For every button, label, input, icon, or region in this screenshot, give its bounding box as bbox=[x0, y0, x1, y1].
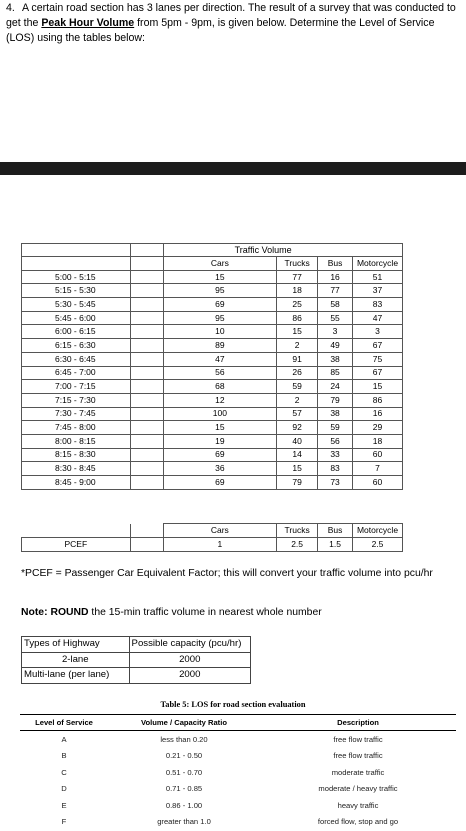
capacity-value: 2000 bbox=[129, 652, 250, 668]
los-header-level: Level of Service bbox=[35, 718, 93, 727]
round-note-emphasis: ROUND bbox=[50, 607, 89, 618]
table-row bbox=[22, 352, 403, 366]
bus-cell: 73 bbox=[318, 476, 353, 490]
bus-cell: 56 bbox=[318, 434, 353, 448]
motorcycle-cell: 83 bbox=[353, 298, 403, 312]
trucks-cell: 57 bbox=[277, 407, 318, 421]
los-row bbox=[20, 814, 456, 831]
cars-cell: 69 bbox=[163, 448, 277, 462]
motorcycle-cell: 7 bbox=[353, 462, 403, 476]
bus-cell: 38 bbox=[318, 352, 353, 366]
trucks-cell: 79 bbox=[277, 476, 318, 490]
ratio-cell: 0.21 - 0.50 bbox=[165, 751, 203, 761]
pcef-value-trucks: 2.5 bbox=[277, 538, 318, 552]
ratio-cell: 0.51 - 0.70 bbox=[165, 767, 203, 777]
bus-cell: 59 bbox=[318, 421, 353, 435]
cars-cell: 56 bbox=[163, 366, 277, 380]
empty-cell bbox=[130, 434, 163, 448]
trucks-cell: 2 bbox=[277, 339, 318, 353]
empty-cell bbox=[130, 380, 163, 394]
table-row bbox=[22, 298, 403, 312]
motorcycle-cell: 75 bbox=[353, 352, 403, 366]
time-cell: 8:00 - 8:15 bbox=[22, 434, 131, 448]
capacity-header-type: Types of Highway bbox=[22, 637, 130, 653]
trucks-cell: 14 bbox=[277, 448, 318, 462]
motorcycle-cell: 29 bbox=[353, 421, 403, 435]
round-note bbox=[21, 606, 461, 620]
table-row bbox=[22, 448, 403, 462]
table-row bbox=[22, 366, 403, 380]
bus-cell: 38 bbox=[318, 407, 353, 421]
separator-bar bbox=[0, 162, 466, 175]
motorcycle-cell: 51 bbox=[353, 270, 403, 284]
traffic-title-row bbox=[22, 244, 403, 257]
table-row bbox=[22, 284, 403, 298]
empty-cell bbox=[130, 339, 163, 353]
traffic-rows bbox=[22, 270, 403, 489]
trucks-cell: 77 bbox=[277, 270, 318, 284]
round-note-suffix: the 15-min traffic volume in nearest whole number bbox=[88, 607, 322, 618]
cars-cell: 89 bbox=[163, 339, 277, 353]
cars-cell: 69 bbox=[163, 476, 277, 490]
cars-cell: 47 bbox=[163, 352, 277, 366]
description-cell: forced flow, stop and go bbox=[317, 817, 399, 827]
pcef-col-cars: Cars bbox=[163, 524, 277, 538]
empty-cell bbox=[130, 311, 163, 325]
motorcycle-cell: 86 bbox=[353, 393, 403, 407]
los-row bbox=[20, 748, 456, 765]
ratio-cell: less than 0.20 bbox=[160, 734, 208, 744]
time-cell: 5:00 - 5:15 bbox=[22, 270, 131, 284]
level-cell: C bbox=[61, 767, 67, 777]
empty-cell bbox=[130, 352, 163, 366]
pcef-table bbox=[21, 523, 403, 552]
motorcycle-cell: 60 bbox=[353, 448, 403, 462]
table-row bbox=[22, 393, 403, 407]
los-header-description: Description bbox=[337, 718, 379, 727]
los-rows bbox=[20, 731, 456, 831]
traffic-volume-title: Traffic Volume bbox=[163, 244, 402, 257]
pcef-label: PCEF bbox=[22, 538, 131, 552]
description-cell: moderate / heavy traffic bbox=[318, 784, 398, 794]
los-row bbox=[20, 731, 456, 748]
time-cell: 7:00 - 7:15 bbox=[22, 380, 131, 394]
capacity-value: 2000 bbox=[129, 668, 250, 684]
table-row bbox=[22, 434, 403, 448]
pcef-col-motorcycle: Motorcycle bbox=[353, 524, 403, 538]
table-row bbox=[22, 380, 403, 394]
capacity-type: Multi-lane (per lane) bbox=[22, 668, 130, 684]
pcef-value-row bbox=[22, 538, 403, 552]
time-cell: 8:45 - 9:00 bbox=[22, 476, 131, 490]
capacity-type: 2-lane bbox=[22, 652, 130, 668]
time-cell: 6:00 - 6:15 bbox=[22, 325, 131, 339]
trucks-cell: 91 bbox=[277, 352, 318, 366]
capacity-header-row bbox=[22, 637, 251, 653]
empty-cell bbox=[130, 366, 163, 380]
motorcycle-cell: 16 bbox=[353, 407, 403, 421]
ratio-cell: 0.86 - 1.00 bbox=[165, 800, 203, 810]
motorcycle-cell: 15 bbox=[353, 380, 403, 394]
table-row bbox=[22, 270, 403, 284]
empty-cell bbox=[130, 407, 163, 421]
table-row bbox=[22, 476, 403, 490]
trucks-cell: 15 bbox=[277, 325, 318, 339]
bus-cell: 55 bbox=[318, 311, 353, 325]
cars-cell: 10 bbox=[163, 325, 277, 339]
round-note-prefix: Note: bbox=[21, 607, 51, 618]
table-row bbox=[22, 311, 403, 325]
motorcycle-cell: 47 bbox=[353, 311, 403, 325]
question-number: 4. bbox=[6, 2, 15, 14]
capacity-row bbox=[22, 652, 251, 668]
level-cell: D bbox=[61, 784, 67, 794]
motorcycle-cell: 3 bbox=[353, 325, 403, 339]
motorcycle-cell: 18 bbox=[353, 434, 403, 448]
los-table bbox=[20, 714, 456, 830]
pcef-value-motorcycle: 2.5 bbox=[353, 538, 403, 552]
trucks-cell: 86 bbox=[277, 311, 318, 325]
time-cell: 6:30 - 6:45 bbox=[22, 352, 131, 366]
empty-cell bbox=[130, 325, 163, 339]
bus-cell: 49 bbox=[318, 339, 353, 353]
table-row bbox=[22, 407, 403, 421]
capacity-header-capacity: Possible capacity (pcu/hr) bbox=[129, 637, 250, 653]
col-header-motorcycle: Motorcycle bbox=[353, 257, 403, 271]
capacity-row bbox=[22, 668, 251, 684]
bus-cell: 24 bbox=[318, 380, 353, 394]
question-text-after: from 5pm - 9pm, is given below. Determine the Level of Service (LOS) using the tables below: bbox=[6, 17, 435, 44]
time-cell: 5:45 - 6:00 bbox=[22, 311, 131, 325]
trucks-cell: 92 bbox=[277, 421, 318, 435]
cars-cell: 36 bbox=[163, 462, 277, 476]
col-header-cars: Cars bbox=[163, 257, 277, 271]
peak-hour-volume-emphasis: Peak Hour Volume bbox=[41, 17, 135, 29]
time-cell: 5:15 - 5:30 bbox=[22, 284, 131, 298]
empty-cell bbox=[130, 284, 163, 298]
capacity-table bbox=[21, 636, 251, 684]
pcef-value-bus: 1.5 bbox=[318, 538, 353, 552]
ratio-cell: greater than 1.0 bbox=[157, 817, 211, 827]
traffic-volume-table bbox=[21, 243, 403, 490]
bus-cell: 79 bbox=[318, 393, 353, 407]
time-cell: 8:30 - 8:45 bbox=[22, 462, 131, 476]
motorcycle-cell: 37 bbox=[353, 284, 403, 298]
pcef-value-cars: 1 bbox=[163, 538, 277, 552]
trucks-cell: 18 bbox=[277, 284, 318, 298]
time-cell: 6:45 - 7:00 bbox=[22, 366, 131, 380]
los-header-ratio: Volume / Capacity Ratio bbox=[141, 718, 227, 727]
ratio-cell: 0.71 - 0.85 bbox=[165, 784, 203, 794]
empty-cell bbox=[130, 421, 163, 435]
table-row bbox=[22, 339, 403, 353]
traffic-header-row bbox=[22, 257, 403, 271]
pcef-col-bus: Bus bbox=[318, 524, 353, 538]
motorcycle-cell: 60 bbox=[353, 476, 403, 490]
los-row bbox=[20, 781, 456, 798]
time-cell: 5:30 - 5:45 bbox=[22, 298, 131, 312]
empty-cell bbox=[130, 462, 163, 476]
cars-cell: 68 bbox=[163, 380, 277, 394]
bus-cell: 77 bbox=[318, 284, 353, 298]
description-cell: free flow traffic bbox=[333, 751, 383, 761]
bus-cell: 33 bbox=[318, 448, 353, 462]
cars-cell: 95 bbox=[163, 311, 277, 325]
los-row bbox=[20, 797, 456, 814]
bus-cell: 58 bbox=[318, 298, 353, 312]
cars-cell: 95 bbox=[163, 284, 277, 298]
table-row bbox=[22, 421, 403, 435]
empty-cell bbox=[130, 298, 163, 312]
bus-cell: 83 bbox=[318, 462, 353, 476]
motorcycle-cell: 67 bbox=[353, 339, 403, 353]
trucks-cell: 2 bbox=[277, 393, 318, 407]
time-cell: 6:15 - 6:30 bbox=[22, 339, 131, 353]
level-cell: A bbox=[61, 734, 67, 744]
table-row bbox=[22, 462, 403, 476]
level-cell: B bbox=[61, 751, 67, 761]
time-cell: 7:30 - 7:45 bbox=[22, 407, 131, 421]
empty-cell bbox=[130, 448, 163, 462]
bus-cell: 16 bbox=[318, 270, 353, 284]
col-header-trucks: Trucks bbox=[277, 257, 318, 271]
question-text bbox=[6, 1, 462, 46]
level-cell: E bbox=[61, 800, 67, 810]
bus-cell: 3 bbox=[318, 325, 353, 339]
pcef-note: *PCEF = Passenger Car Equivalent Factor; this will convert your traffic volume into pcu/hr bbox=[21, 568, 433, 579]
los-table-title: Table 5: LOS for road section evaluation bbox=[160, 700, 306, 709]
cars-cell: 69 bbox=[163, 298, 277, 312]
cars-cell: 15 bbox=[163, 270, 277, 284]
trucks-cell: 15 bbox=[277, 462, 318, 476]
trucks-cell: 40 bbox=[277, 434, 318, 448]
empty-cell bbox=[130, 393, 163, 407]
los-row bbox=[20, 764, 456, 781]
time-cell: 7:15 - 7:30 bbox=[22, 393, 131, 407]
description-cell: free flow traffic bbox=[333, 734, 383, 744]
bus-cell: 85 bbox=[318, 366, 353, 380]
cars-cell: 15 bbox=[163, 421, 277, 435]
pcef-col-trucks: Trucks bbox=[277, 524, 318, 538]
time-cell: 7:45 - 8:00 bbox=[22, 421, 131, 435]
cars-cell: 12 bbox=[163, 393, 277, 407]
col-header-bus: Bus bbox=[318, 257, 353, 271]
question-text-before: A certain road section has 3 lanes per direction. The result of a survey that was conducted to get the bbox=[6, 2, 456, 29]
trucks-cell: 26 bbox=[277, 366, 318, 380]
time-cell: 8:15 - 8:30 bbox=[22, 448, 131, 462]
level-cell: F bbox=[61, 817, 67, 827]
cars-cell: 100 bbox=[163, 407, 277, 421]
trucks-cell: 59 bbox=[277, 380, 318, 394]
cars-cell: 19 bbox=[163, 434, 277, 448]
empty-cell bbox=[130, 270, 163, 284]
pcef-header-row bbox=[22, 524, 403, 538]
motorcycle-cell: 67 bbox=[353, 366, 403, 380]
description-cell: moderate traffic bbox=[331, 767, 385, 777]
table-row bbox=[22, 325, 403, 339]
description-cell: heavy traffic bbox=[337, 800, 379, 810]
los-header-row bbox=[20, 715, 456, 731]
trucks-cell: 25 bbox=[277, 298, 318, 312]
empty-cell bbox=[130, 476, 163, 490]
